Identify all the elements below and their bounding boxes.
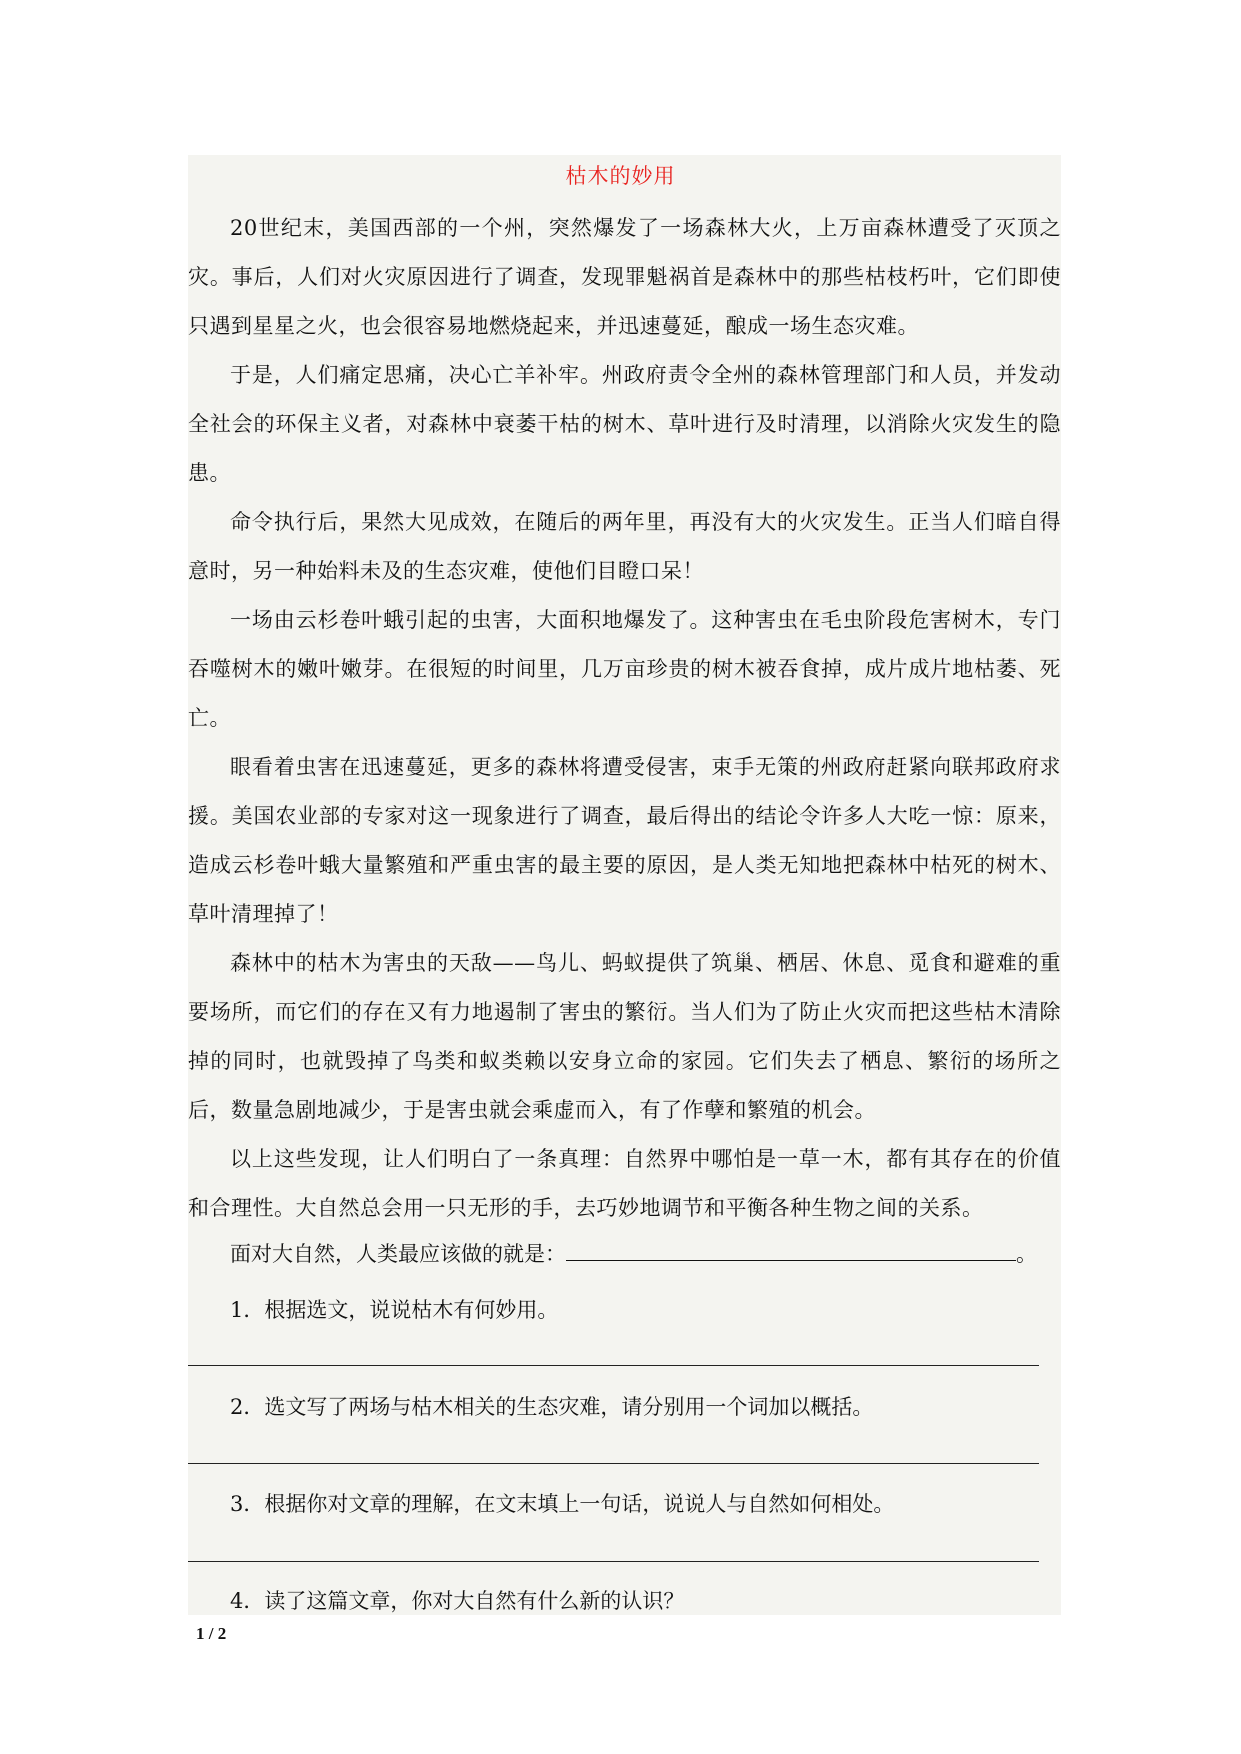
fill-in-blank[interactable] xyxy=(566,1232,1016,1261)
fill-in-end-mark: 。 xyxy=(1016,1242,1037,1266)
page-number: 1 / 2 xyxy=(196,1624,227,1643)
question-4: 4．读了这篇文章，你对大自然有什么新的认识？ xyxy=(230,1589,685,1613)
paragraph-1: 20世纪末，美国西部的一个州，突然爆发了一场森林大火，上万亩森林遭受了灭顶之灾。事后，人们对火灾原因进行了调查，发现罪魁祸首是森林中的那些枯枝朽叶，它们即使只遇到星星之火，也会很容易地燃烧起来，并迅速蔓延，酿成一场生态灾难。 xyxy=(188,216,1061,338)
paragraph-3: 命令执行后，果然大见成效，在随后的两年里，再没有大的火灾发生。正当人们暗自得意时，另一种始料未及的生态灾难，使他们目瞪口呆！ xyxy=(188,510,1061,583)
fill-in-prompt: 面对大自然，人类最应该做的就是： xyxy=(230,1242,566,1266)
fill-in-sentence xyxy=(230,1230,1037,1279)
question-1: 1．根据选文，说说枯木有何妙用。 xyxy=(230,1298,559,1322)
paragraph-4: 一场由云杉卷叶蛾引起的虫害，大面积地爆发了。这种害虫在毛虫阶段危害树木，专门吞噬树木的嫩叶嫩芽。在很短的时间里，几万亩珍贵的树木被吞食掉，成片成片地枯萎、死亡。 xyxy=(188,608,1061,730)
question-3: 3．根据你对文章的理解，在文末填上一句话，说说人与自然如何相处。 xyxy=(230,1492,895,1516)
paragraph-2: 于是，人们痛定思痛，决心亡羊补牢。州政府责令全州的森林管理部门和人员，并发动全社会的环保主义者，对森林中衰萎干枯的树木、草叶进行及时清理，以消除火灾发生的隐患。 xyxy=(188,363,1061,485)
question-2: 2．选文写了两场与枯木相关的生态灾难，请分别用一个词加以概括。 xyxy=(230,1395,874,1419)
answer-line-3[interactable] xyxy=(188,1561,1039,1562)
paragraph-5: 眼看着虫害在迅速蔓延，更多的森林将遭受侵害，束手无策的州政府赶紧向联邦政府求援。美国农业部的专家对这一现象进行了调查，最后得出的结论令许多人大吃一惊：原来，造成云杉卷叶蛾大量繁殖和严重虫害的最主要的原因，是人类无知地把森林中枯死的树木、草叶清理掉了！ xyxy=(188,755,1061,926)
paragraph-6: 森林中的枯木为害虫的天敌——鸟儿、蚂蚁提供了筑巢、栖居、休息、觅食和避难的重要场所，而它们的存在又有力地遏制了害虫的繁衍。当人们为了防止火灾而把这些枯木清除掉的同时，也就毁掉了鸟类和蚁类赖以安身立命的家园。它们失去了栖息、繁衍的场所之后，数量急剧地减少，于是害虫就会乘虚而入，有了作孽和繁殖的机会。 xyxy=(188,951,1061,1122)
answer-line-1[interactable] xyxy=(188,1365,1039,1366)
answer-line-2[interactable] xyxy=(188,1463,1039,1464)
document-title: 枯木的妙用 xyxy=(565,164,676,188)
paragraph-7: 以上这些发现，让人们明白了一条真理：自然界中哪怕是一草一木，都有其存在的价值和合理性。大自然总会用一只无形的手，去巧妙地调节和平衡各种生物之间的关系。 xyxy=(188,1147,1061,1220)
